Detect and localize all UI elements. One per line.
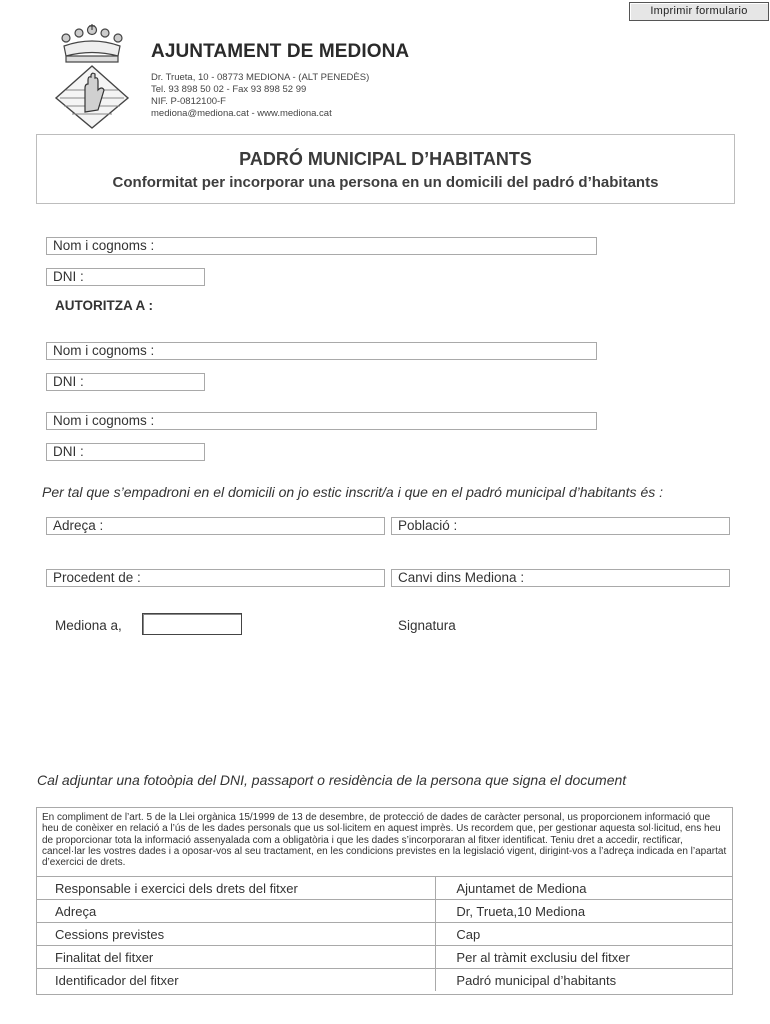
row-value: Per al tràmit exclusiu del fitxer — [436, 946, 732, 969]
data-protection-box — [36, 807, 733, 995]
table-row — [37, 969, 732, 992]
document-subtitle: Conformitat per incorporar una persona en un domicili del padró d’habitants — [112, 174, 659, 191]
address-line: Dr. Trueta, 10 - 08773 MEDIONA - (ALT PENEDÈS) — [151, 72, 370, 83]
data-protection-text: En compliment de l’art. 5 de la Llei orgànica 15/1999 de 13 de desembre, de protecció de dades de caràcter personal, us proporcionem informació que heu de conèixer en relació a l’ús de les dades personals que us sol·licitem en aquest imprès. Us recordem que, per gestionar aquesta sol·licitud, ens heu de proporcionar tota la informació assenyalada com a obligatòria i que les dades s’incorporaran al fitxer identificat. Teniu dret a accedir, rectificar, cancel·lar les vostres dades i a oposar-vos al seu tractament, en les condicions previstes en la legislació vigent, dirigint-vos a l’adreça indicada en l’apartat d’exercici de drets. — [42, 812, 727, 869]
row-value: Ajuntamet de Mediona — [436, 877, 732, 900]
table-row — [37, 877, 732, 900]
municipal-crest-logo — [52, 22, 132, 130]
authorizer-name-field[interactable]: Nom i cognoms : — [46, 237, 597, 255]
contact-line: mediona@mediona.cat - www.mediona.cat — [151, 108, 332, 119]
town-field[interactable]: Població : — [391, 517, 730, 535]
row-label: Finalitat del fitxer — [37, 946, 436, 969]
change-within-mediona-field[interactable]: Canvi dins Mediona : — [391, 569, 730, 587]
row-value: Cap — [436, 923, 732, 946]
document-title: PADRÓ MUNICIPAL D’HABITANTS — [239, 149, 532, 169]
data-protection-table — [37, 876, 732, 991]
person3-dni-field[interactable]: DNI : — [46, 443, 205, 461]
table-row — [37, 946, 732, 969]
person2-dni-field[interactable]: DNI : — [46, 373, 205, 391]
authorizer-dni-field[interactable]: DNI : — [46, 268, 205, 286]
table-row — [37, 923, 732, 946]
person2-name-field[interactable]: Nom i cognoms : — [46, 342, 597, 360]
row-value: Dr, Trueta,10 Mediona — [436, 900, 732, 923]
table-row — [37, 900, 732, 923]
organization-name: AJUNTAMENT DE MEDIONA — [151, 41, 410, 62]
signature-label: Signatura — [398, 618, 456, 633]
title-box — [36, 134, 735, 204]
row-value: Padró municipal d’habitants — [436, 969, 732, 992]
authorizes-label: AUTORITZA A : — [55, 298, 153, 313]
row-label: Cessions previstes — [37, 923, 436, 946]
phone-line: Tel. 93 898 50 02 - Fax 93 898 52 99 — [151, 84, 307, 95]
row-label: Responsable i exercici dels drets del fitxer — [37, 877, 436, 900]
row-label: Adreça — [37, 900, 436, 923]
person3-name-field[interactable]: Nom i cognoms : — [46, 412, 597, 430]
print-form-button[interactable]: Imprimir formulario — [629, 2, 769, 21]
nif-line: NIF. P-0812100-F — [151, 96, 226, 107]
registration-statement: Per tal que s’empadroni en el domicili on jo estic inscrit/a i que en el padró municipal d’habitants és : — [42, 484, 664, 500]
origin-field[interactable]: Procedent de : — [46, 569, 385, 587]
attachment-note: Cal adjuntar una fotoòpia del DNI, passaport o residència de la persona que signa el document — [37, 772, 627, 788]
place-date-label: Mediona a, — [55, 618, 122, 633]
date-input[interactable] — [142, 613, 242, 635]
row-label: Identificador del fitxer — [37, 969, 436, 992]
address-field[interactable]: Adreça : — [46, 517, 385, 535]
